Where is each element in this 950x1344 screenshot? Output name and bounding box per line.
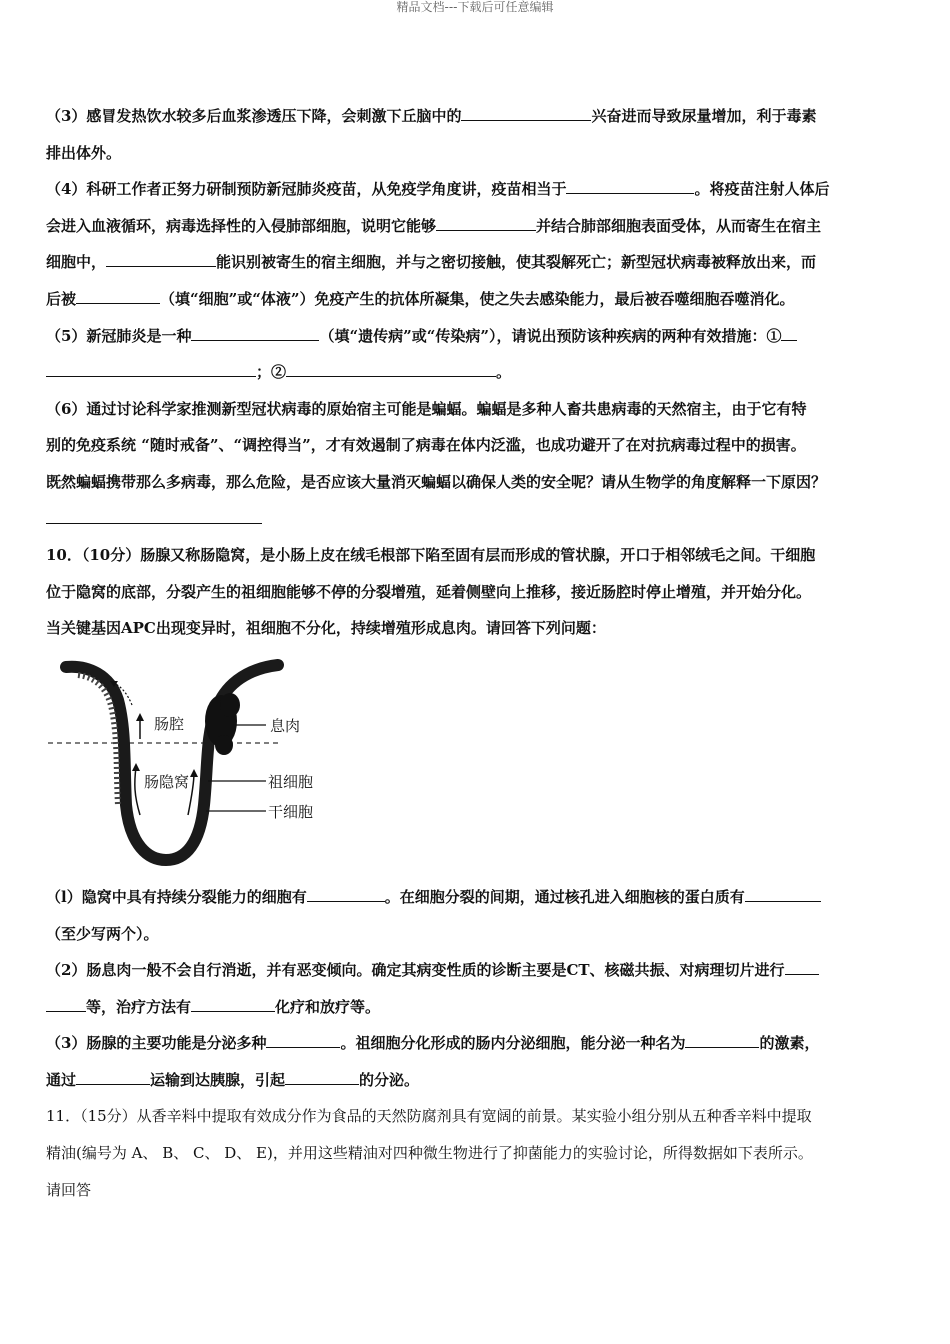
text-segment: 等，治疗方法有	[86, 997, 192, 1016]
text-line-q4c	[46, 244, 926, 281]
text-line-q5b	[46, 354, 926, 391]
text-segment: 能识别被寄生的宿主细胞，并与之密切接触，使其裂解死亡；新型冠状病毒被释放出来，而	[216, 253, 817, 272]
text-segment: （至少写两个）。	[46, 924, 159, 943]
answer-blank[interactable]	[566, 179, 694, 194]
text-segment: 排出体外。	[46, 143, 122, 162]
text-segment: 。将疫苗注射人体后	[694, 180, 830, 199]
text-segment: （4）科研工作者正努力研制预防新冠肺炎疫苗，从免疫学角度讲，疫苗相当于	[46, 180, 567, 199]
text-line-s1b	[46, 916, 926, 953]
text-line-s3a	[46, 1025, 926, 1062]
answer-blank[interactable]	[191, 326, 319, 341]
answer-blank[interactable]	[76, 1070, 150, 1085]
text-segment: 。	[496, 363, 512, 382]
text-segment: （3）肠腺的主要功能是分泌多种	[46, 1034, 267, 1053]
answer-blank[interactable]	[436, 216, 536, 231]
text-line-q6c	[46, 464, 926, 501]
text-segment: 的激素，	[759, 1034, 820, 1053]
text-line-s2b	[46, 989, 926, 1026]
text-line-q11a	[46, 1098, 926, 1135]
text-line-q10b	[46, 574, 926, 611]
text-segment: 既然蝙蝠携带那么多病毒，那么危险，是否应该大量消灭蝙蝠以确保人类的安全呢？请从生物学的角度解释一下原因？	[46, 472, 827, 491]
text-line-q4d	[46, 281, 926, 318]
answer-blank[interactable]	[46, 997, 86, 1012]
text-line-q10c	[46, 610, 926, 647]
text-line-q6d	[46, 501, 926, 538]
text-line-q3a	[46, 98, 926, 135]
text-segment: 当关键基因APC出现变异时，祖细胞不分化，持续增殖形成息肉。请回答下列问题：	[46, 619, 606, 638]
label-lumen: 肠腔	[154, 714, 185, 733]
answer-blank[interactable]	[191, 997, 275, 1012]
text-segment: 运输到达胰腺，引起	[150, 1070, 286, 1089]
text-line-s3b	[46, 1062, 926, 1099]
answer-blank[interactable]	[76, 289, 160, 304]
text-segment: （l）隐窝中具有持续分裂能力的细胞有	[46, 887, 307, 906]
text-line-q11b	[46, 1135, 926, 1172]
text-line-s1a	[46, 879, 926, 916]
text-segment: 别的免疫系统 “随时戒备”、“调控得当”，才有效遏制了病毒在体内泛滥，也成功避开了在对抗病毒过程中的损害。	[46, 436, 806, 455]
text-segment: 兴奋进而导致尿量增加，利于毒素	[591, 107, 817, 125]
answer-blank[interactable]	[266, 1033, 340, 1048]
answer-blank[interactable]	[285, 1070, 359, 1085]
answer-blank[interactable]	[106, 252, 216, 267]
answer-blank[interactable]	[745, 887, 821, 902]
text-segment: 细胞中，	[46, 253, 107, 272]
text-line-q6a	[46, 391, 926, 428]
text-segment: （6）通过讨论科学家推测新型冠状病毒的原始宿主可能是蝙蝠。蝙蝠是多种人畜共患病毒的天然宿主，由于它有特	[46, 399, 807, 418]
text-line-q5a	[46, 318, 926, 355]
text-segment: （5）新冠肺炎是一种	[46, 326, 192, 345]
answer-blank[interactable]	[307, 887, 385, 902]
text-segment: 请回答	[46, 1180, 92, 1199]
text-line-s2a	[46, 952, 926, 989]
text-segment: 位于隐窝的底部，分裂产生的祖细胞能够不停的分裂增殖，延着侧壁向上推移，接近肠腔时停止增殖，并开始分化。	[46, 582, 812, 601]
questions-9-10-text	[46, 98, 926, 647]
text-segment: 的分泌。	[359, 1070, 420, 1089]
text-segment: 并结合肺部细胞表面受体，从而寄生在宿主	[536, 216, 822, 235]
answer-blank[interactable]	[781, 326, 797, 341]
question-10-11-text	[46, 879, 926, 1208]
label-progenitor-cell: 祖细胞	[268, 772, 314, 791]
text-line-q11c	[46, 1172, 926, 1209]
text-segment: （填“细胞”或“体液”）免疫产生的抗体所凝集，使之失去感染能力，最后被吞噬细胞吞噬消化。	[160, 289, 795, 308]
label-polyp: 息肉	[270, 716, 301, 735]
text-segment: 通过	[46, 1070, 77, 1089]
text-line-q4a	[46, 171, 926, 208]
text-segment: 精油(编号为 A、 B、 C、 D、 E)，并用这些精油对四种微生物进行了抑菌能力的实验讨论，所得数据如下表所示。	[46, 1144, 813, 1163]
text-segment: （填“遗传病”或“传染病”），请说出预防该种疾病的两种有效措施：①	[319, 326, 782, 345]
crypt-diagram	[48, 655, 348, 873]
page-header: 精品文档---下载后可任意编辑	[396, 0, 554, 14]
text-segment: 11．（15分）从香辛料中提取有效成分作为食品的天然防腐剂具有宽阔的前景。某实验小组分别从五种香辛料中提取	[46, 1107, 812, 1126]
text-segment: （2）肠息肉一般不会自行消逝，并有恶变倾向。确定其病变性质的诊断主要是CT、核磁共振、对病理切片进行	[46, 961, 785, 980]
answer-blank[interactable]	[685, 1033, 759, 1048]
text-segment: 。在细胞分裂的间期，通过核孔进入细胞核的蛋白质有	[384, 887, 745, 906]
text-segment: 后被	[46, 289, 77, 308]
answer-blank[interactable]	[461, 106, 591, 121]
document-body	[46, 98, 926, 1208]
intestinal-crypt-figure	[48, 655, 348, 873]
text-line-q6b	[46, 427, 926, 464]
label-stem-cell: 干细胞	[268, 802, 314, 821]
upward-arrow-left	[135, 767, 140, 815]
text-segment: ；②	[256, 363, 287, 382]
text-segment: 10．（10分）肠腺又称肠隐窝，是小肠上皮在绒毛根部下陷至固有层而形成的管状腺，开口于相邻绒毛之间。干细胞	[46, 546, 816, 565]
answer-blank[interactable]	[785, 960, 819, 975]
text-line-q10a	[46, 537, 926, 574]
answer-blank[interactable]	[286, 362, 496, 377]
answer-blank[interactable]	[46, 509, 262, 524]
text-line-q4b	[46, 208, 926, 245]
crypt-wall	[66, 665, 278, 860]
text-segment: 。祖细胞分化形成的肠内分泌细胞，能分泌一种名为	[340, 1034, 686, 1053]
answer-blank[interactable]	[46, 362, 256, 377]
label-crypt: 肠隐窝	[144, 772, 190, 791]
text-segment: 化疗和放疗等。	[275, 997, 381, 1016]
text-segment: （3）感冒发热饮水较多后血浆渗透压下降，会刺激下丘脑中的	[46, 107, 462, 125]
text-segment: 会进入血液循环，病毒选择性的入侵肺部细胞，说明它能够	[46, 216, 437, 235]
text-line-q3b	[46, 135, 926, 172]
